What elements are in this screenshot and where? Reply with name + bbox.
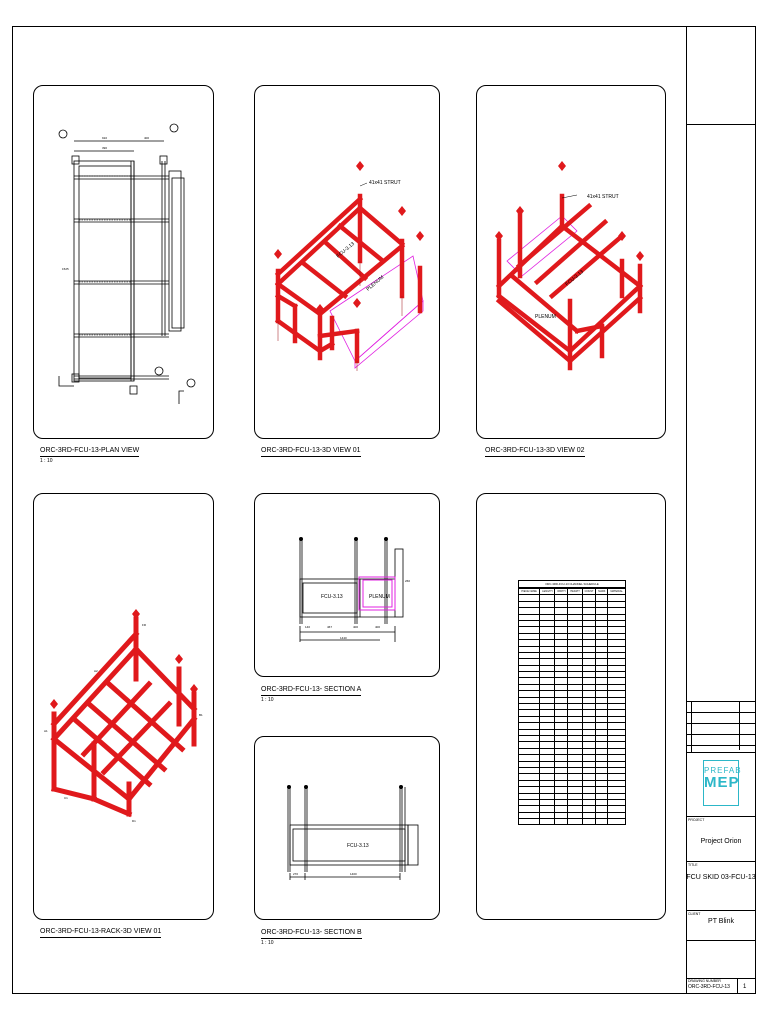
section-b-fcu-label: FCU-3.13 — [347, 843, 369, 849]
svg-text:140: 140 — [305, 625, 311, 629]
section-b-drawing — [255, 737, 441, 921]
svg-text:D1: D1 — [132, 819, 136, 823]
viewport-rack-3d-view[interactable] — [33, 493, 214, 920]
svg-text:A2: A2 — [94, 669, 98, 673]
title-block — [686, 26, 756, 994]
3d-view-01-title: ORC-3RD-FCU-13-3D VIEW 01 — [261, 447, 361, 458]
prefab-mep-logo: PREFAB MEP — [703, 760, 739, 806]
svg-text:910: 910 — [102, 136, 108, 140]
section-a-fcu-label: FCU-3.13 — [321, 594, 343, 600]
channel-schedule — [518, 580, 626, 825]
drawing-title: FCU SKID 03-FCU-13 — [686, 874, 756, 881]
schedule-table: PIECE NAME LENGTH WIDTH HEIGHT COUNT MARK MATERIAL — [518, 588, 626, 825]
schedule-title: ORC-3RD-FCU-13 CHANNEL SCHEDULE — [518, 580, 626, 588]
plan-view-drawing — [34, 86, 215, 440]
fcu-label-2: FCU-3.13 — [564, 268, 585, 288]
client-name: PT Blink — [708, 918, 734, 925]
section-b-title: ORC-3RD-FCU-13- SECTION B 1 : 10 — [261, 929, 362, 946]
schedule-row — [519, 819, 626, 825]
svg-text:1400: 1400 — [350, 872, 357, 876]
fcu-label: FCU-3.13 — [335, 240, 356, 260]
viewport-section-b[interactable] — [254, 736, 440, 920]
section-a-title: ORC-3RD-FCU-13- SECTION A 1 : 10 — [261, 686, 362, 703]
strut-label-2: 41x41 STRUT — [587, 194, 619, 200]
svg-text:1440: 1440 — [340, 636, 347, 640]
svg-text:A1: A1 — [44, 729, 48, 733]
viewport-section-a[interactable] — [254, 493, 440, 677]
svg-text:C1: C1 — [64, 796, 68, 800]
revision-number: 1 — [743, 984, 747, 990]
svg-text:FR: FR — [142, 623, 146, 627]
svg-text:270: 270 — [293, 872, 299, 876]
section-a-plenum-label: PLENUM — [369, 594, 390, 600]
3d-view-01-drawing — [255, 86, 441, 440]
3d-view-02-title: ORC-3RD-FCU-13-3D VIEW 02 — [485, 447, 585, 458]
viewport-3d-view-02[interactable] — [476, 85, 666, 439]
svg-text:B1: B1 — [199, 713, 203, 717]
section-a-drawing — [255, 494, 441, 678]
svg-text:260: 260 — [405, 579, 411, 583]
svg-text:467: 467 — [327, 625, 333, 629]
client-field-label: CLIENT — [688, 912, 701, 916]
3d-view-02-drawing — [477, 86, 667, 440]
project-field-label: PROJECT — [688, 818, 705, 822]
strut-label: 41x41 STRUT — [369, 180, 401, 186]
viewport-schedule[interactable] — [476, 493, 666, 920]
drawing-number: ORC-3RD-FCU-13 — [688, 984, 730, 990]
rack-3d-view-title: ORC-3RD-FCU-13-RACK-3D VIEW 01 — [40, 928, 161, 939]
plenum-label-2: PLENUM — [535, 314, 556, 320]
title-field-label: TITLE — [688, 863, 698, 867]
viewport-plan-view[interactable] — [33, 85, 214, 439]
svg-text:400: 400 — [144, 136, 150, 140]
plenum-label: PLENUM — [365, 274, 386, 293]
rack-3d-view-drawing — [34, 494, 215, 921]
plan-view-title: ORC-3RD-FCU-13-PLAN VIEW 1 : 10 — [40, 447, 140, 464]
svg-text:390: 390 — [102, 146, 108, 150]
svg-text:400: 400 — [375, 625, 381, 629]
project-name: Project Orion — [700, 838, 742, 845]
drawing-number-label: DRAWING NUMBER — [688, 979, 721, 983]
svg-text:1525: 1525 — [62, 267, 69, 271]
svg-text:400: 400 — [353, 625, 359, 629]
viewport-3d-view-01[interactable] — [254, 85, 440, 439]
